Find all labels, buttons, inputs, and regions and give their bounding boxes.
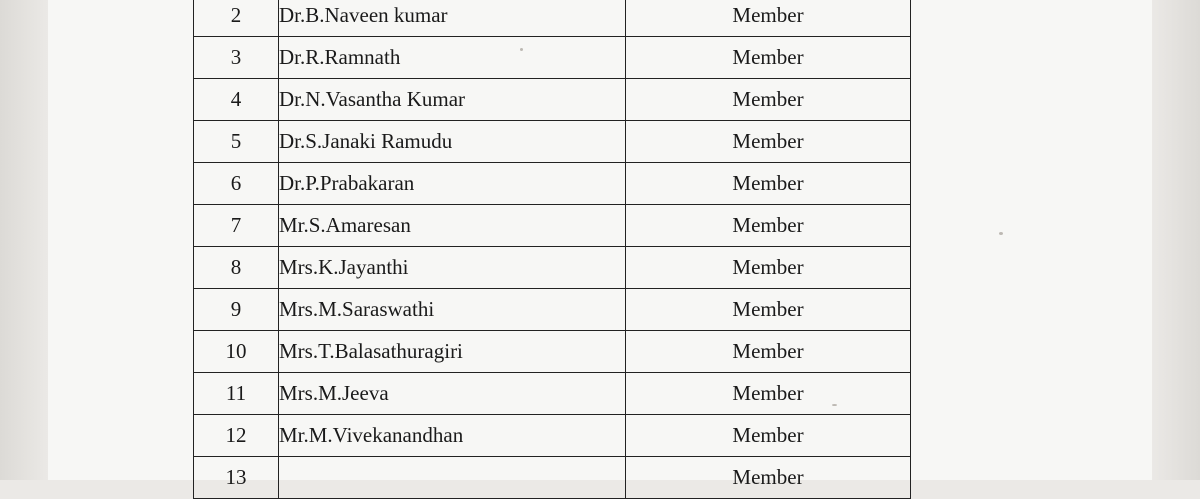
row-number: 2 (194, 0, 279, 37)
row-number: 5 (194, 121, 279, 163)
row-number: 6 (194, 163, 279, 205)
member-name: Mrs.T.Balasathuragiri (279, 331, 626, 373)
row-number: 8 (194, 247, 279, 289)
table-row (194, 331, 911, 373)
row-number: 10 (194, 331, 279, 373)
table-row (194, 289, 911, 331)
row-number: 9 (194, 289, 279, 331)
member-role: Member (626, 0, 911, 37)
member-role: Member (626, 163, 911, 205)
table-row (194, 37, 911, 79)
scan-speck (832, 404, 837, 406)
table-row (194, 163, 911, 205)
member-name: Mr.M.Vivekanandhan (279, 415, 626, 457)
member-name: Mrs.M.Saraswathi (279, 289, 626, 331)
page-edge-left (0, 0, 48, 480)
member-role: Member (626, 121, 911, 163)
member-name: Dr.B.Naveen kumar (279, 0, 626, 37)
table-row (194, 373, 911, 415)
row-number: 13 (194, 457, 279, 499)
page-edge-right (1152, 0, 1200, 480)
scan-speck (520, 48, 523, 51)
table-row (194, 247, 911, 289)
table-row (194, 457, 911, 499)
scan-speck (999, 232, 1003, 235)
member-role: Member (626, 37, 911, 79)
member-role: Member (626, 331, 911, 373)
table-row (194, 415, 911, 457)
row-number: 3 (194, 37, 279, 79)
table-row (194, 121, 911, 163)
member-role: Member (626, 457, 911, 499)
member-role: Member (626, 247, 911, 289)
members-table (193, 0, 911, 499)
row-number: 11 (194, 373, 279, 415)
member-name: Dr.R.Ramnath (279, 37, 626, 79)
member-role: Member (626, 415, 911, 457)
member-role: Member (626, 205, 911, 247)
row-number: 12 (194, 415, 279, 457)
member-role: Member (626, 289, 911, 331)
table-row (194, 0, 911, 37)
row-number: 7 (194, 205, 279, 247)
member-name: Dr.S.Janaki Ramudu (279, 121, 626, 163)
member-name: Dr.P.Prabakaran (279, 163, 626, 205)
member-role: Member (626, 373, 911, 415)
row-number: 4 (194, 79, 279, 121)
member-role: Member (626, 79, 911, 121)
member-name (279, 457, 626, 499)
member-name: Mr.S.Amaresan (279, 205, 626, 247)
member-name: Mrs.K.Jayanthi (279, 247, 626, 289)
table-row (194, 79, 911, 121)
member-name: Dr.N.Vasantha Kumar (279, 79, 626, 121)
table-row (194, 205, 911, 247)
member-name: Mrs.M.Jeeva (279, 373, 626, 415)
